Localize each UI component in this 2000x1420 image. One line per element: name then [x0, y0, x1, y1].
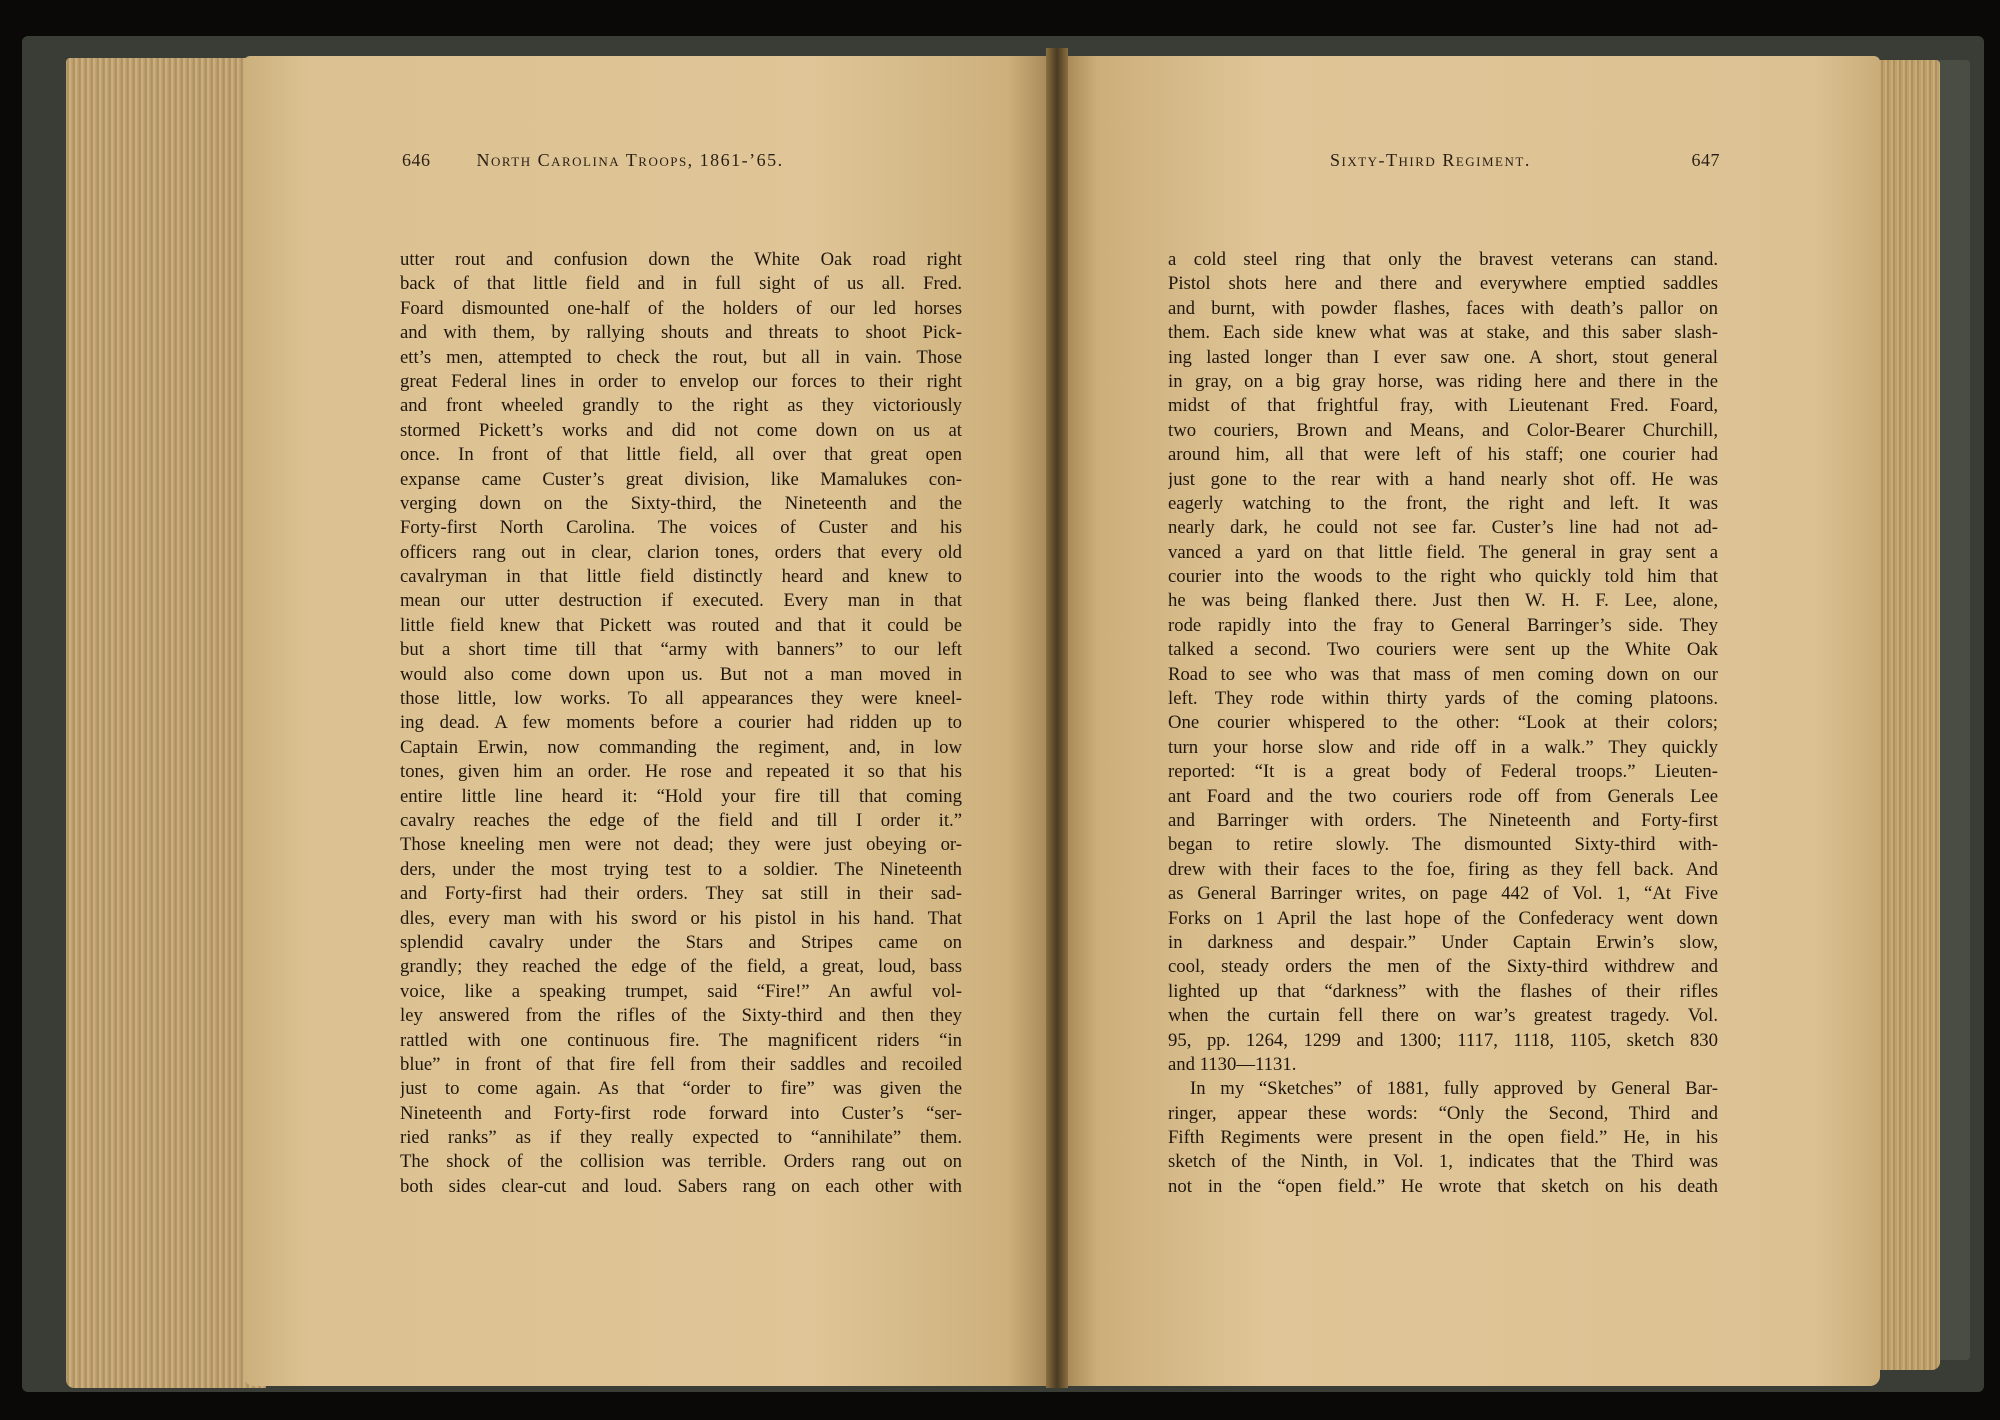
text-line: ant Foard and the two couriers rode off from Generals Lee [1168, 785, 1718, 807]
text-line: he was being flanked there. Just then W. H. F. Lee, alone, [1168, 590, 1718, 612]
text-line: both sides clear-cut and loud. Sabers rang on each other with [400, 1175, 962, 1197]
text-line: and Barringer with orders. The Nineteenth and Forty-first [1168, 809, 1718, 831]
text-line: stormed Pickett’s works and did not come down on us at [400, 419, 962, 441]
text-line: them. Each side knew what was at stake, and this saber slash- [1168, 322, 1718, 344]
text-line: ing lasted longer than I ever saw one. A short, stout general [1168, 346, 1718, 368]
text-line: Nineteenth and Forty-first rode forward into Custer’s “ser- [400, 1102, 962, 1124]
text-line: reported: “It is a great body of Federal troops.” Lieuten- [1168, 761, 1718, 783]
text-line: little field knew that Pickett was routed and that it could be [400, 614, 962, 636]
text-line: cavalry reaches the edge of the field and till I order it.” [400, 809, 962, 831]
text-line: Captain Erwin, now commanding the regiment, and, in low [400, 736, 962, 758]
right-running-title: Sixty-Third Regiment. [1330, 150, 1531, 170]
text-line: two couriers, Brown and Means, and Color-Bearer Churchill, [1168, 419, 1718, 441]
text-line: great Federal lines in order to envelop our forces to their right [400, 370, 962, 392]
text-line: and burnt, with powder flashes, faces with death’s pallor on [1168, 297, 1718, 319]
text-line: Foard dismounted one-half of the holders of our led horses [400, 297, 962, 319]
text-line: Forks on 1 April the last hope of the Confederacy went down [1168, 907, 1718, 929]
text-line: dles, every man with his sword or his pistol in his hand. That [400, 907, 962, 929]
text-line: ried ranks” as if they really expected to “annihilate” them. [400, 1127, 962, 1149]
right-page-header [1330, 150, 1720, 171]
text-line: ders, under the most trying test to a soldier. The Nineteenth [400, 858, 962, 880]
left-page-number: 646 [402, 150, 431, 170]
text-line: eagerly watching to the front, the right and left. It was [1168, 492, 1718, 514]
text-line: utter rout and confusion down the White Oak road right [400, 249, 962, 270]
text-line: grandly; they reached the edge of the field, a great, loud, bass [400, 956, 962, 978]
text-line: talked a second. Two couriers were sent up the White Oak [1168, 639, 1718, 661]
text-line: cavalryman in that little field distinctly heard and knew to [400, 566, 962, 588]
text-line: rode rapidly into the fray to General Barringer’s side. They [1168, 614, 1718, 636]
text-line: nearly dark, he could not see far. Custer’s line had not ad- [1168, 517, 1718, 539]
text-line: midst of that frightful fray, with Lieutenant Fred. Foard, [1168, 395, 1718, 417]
text-line: in darkness and despair.” Under Captain Erwin’s slow, [1168, 931, 1718, 953]
text-line: turn your horse slow and ride off in a walk.” They quickly [1168, 736, 1718, 758]
text-line: 95, pp. 1264, 1299 and 1300; 1117, 1118, 1105, sketch 830 [1168, 1029, 1718, 1051]
text-line: lighted up that “darkness” with the flashes of their rifles [1168, 980, 1718, 1002]
text-line: In my “Sketches” of 1881, fully approved by General Bar- [1190, 1078, 1718, 1100]
text-line: just gone to the rear with a hand nearly shot off. He was [1168, 468, 1718, 490]
text-line: Forty-first North Carolina. The voices of Custer and his [400, 517, 962, 539]
text-line: and Forty-first had their orders. They sat still in their sad- [400, 883, 962, 905]
text-line: as General Barringer writes, on page 442 of Vol. 1, “At Five [1168, 883, 1718, 905]
text-line: entire little line heard it: “Hold your fire till that coming [400, 785, 962, 807]
text-line: but a short time till that “army with banners” to our left [400, 639, 962, 661]
text-line: a cold steel ring that only the bravest veterans can stand. [1168, 249, 1718, 270]
text-line: back of that little field and in full sight of us all. Fred. [400, 273, 962, 295]
left-running-title: North Carolina Troops, 1861-’65. [476, 150, 784, 170]
text-line: ing dead. A few moments before a courier had ridden up to [400, 712, 962, 734]
text-line: splendid cavalry under the Stars and Stripes came on [400, 931, 962, 953]
text-line: ringer, appear these words: “Only the Second, Third and [1168, 1102, 1718, 1124]
text-line: around him, all that were left of his staff; one courier had [1168, 444, 1718, 466]
text-line: ett’s men, attempted to check the rout, but all in vain. Those [400, 346, 962, 368]
text-line: Fifth Regiments were present in the open field.” He, in his [1168, 1127, 1718, 1149]
left-page-text [400, 248, 962, 1199]
text-line: drew with their faces to the foe, firing as they fell back. And [1168, 858, 1718, 880]
text-line: and 1130—1131. [1168, 1053, 1297, 1075]
text-line: vanced a yard on that little field. The general in gray sent a [1168, 541, 1718, 563]
text-line: just to come again. As that “order to fire” was given the [400, 1078, 962, 1100]
text-line: would also come down upon us. But not a man moved in [400, 663, 962, 685]
left-page-header [402, 150, 962, 171]
text-line: when the curtain fell there on war’s greatest tragedy. Vol. [1168, 1005, 1718, 1027]
right-page-number: 647 [1691, 150, 1720, 170]
text-line: not in the “open field.” He wrote that sketch on his death [1168, 1175, 1718, 1197]
text-line: blue” in front of that fire fell from their saddles and recoiled [400, 1053, 962, 1075]
text-line: officers rang out in clear, clarion tones, orders that every old [400, 541, 962, 563]
text-line: left. They rode within thirty yards of the coming platoons. [1168, 688, 1718, 710]
text-line: Road to see who was that mass of men coming down on our [1168, 663, 1718, 685]
text-line: expanse came Custer’s great division, like Mamalukes con- [400, 468, 962, 490]
text-line: rattled with one continuous fire. The magnificent riders “in [400, 1029, 962, 1051]
text-line: verging down on the Sixty-third, the Nineteenth and the [400, 492, 962, 514]
text-line: Those kneeling men were not dead; they were just obeying or- [400, 834, 962, 856]
text-line: in gray, on a big gray horse, was riding here and there in the [1168, 370, 1718, 392]
text-line: those little, low works. To all appearances they were kneel- [400, 688, 962, 710]
text-line: One courier whispered to the other: “Look at their colors; [1168, 712, 1718, 734]
text-line: cool, steady orders the men of the Sixty-third withdrew and [1168, 956, 1718, 978]
text-line: The shock of the collision was terrible. Orders rang out on [400, 1151, 962, 1173]
text-line: tones, given him an order. He rose and repeated it so that his [400, 761, 962, 783]
text-line: sketch of the Ninth, in Vol. 1, indicates that the Third was [1168, 1151, 1718, 1173]
text-line: began to retire slowly. The dismounted Sixty-third with- [1168, 834, 1718, 856]
text-line: and front wheeled grandly to the right as they victoriously [400, 395, 962, 417]
text-line: Pistol shots here and there and everywhere emptied saddles [1168, 273, 1718, 295]
text-line: ley answered from the rifles of the Sixty-third and then they [400, 1005, 962, 1027]
text-line: courier into the woods to the right who quickly told him that [1168, 566, 1718, 588]
book-gutter [1046, 48, 1068, 1388]
text-line: voice, like a speaking trumpet, said “Fire!” An awful vol- [400, 980, 962, 1002]
text-line: and with them, by rallying shouts and threats to shoot Pick- [400, 322, 962, 344]
right-page-text [1168, 248, 1718, 1199]
text-line: mean our utter destruction if executed. Every man in that [400, 590, 962, 612]
page-edges-left [66, 58, 266, 1388]
text-line: once. In front of that little field, all over that great open [400, 444, 962, 466]
